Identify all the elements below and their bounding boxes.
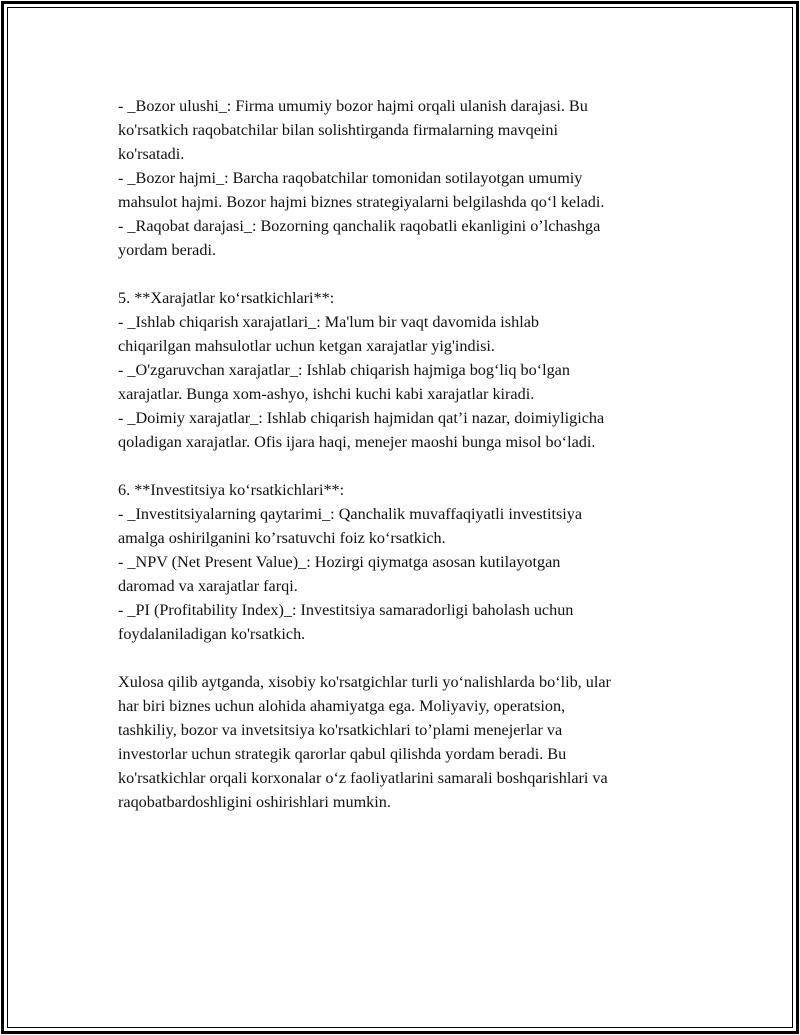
- paragraph-gap: [118, 454, 698, 478]
- text-line: chiqarilgan mahsulotlar uchun ketgan xarajatlar yig'indisi.: [118, 337, 495, 355]
- text-line: - _O'zgaruvchan xarajatlar_: Ishlab chiqarish hajmiga bog‘liq bo‘lgan: [118, 361, 570, 379]
- text-line: har biri biznes uchun alohida ahamiyatga ega. Moliyaviy, operatsion,: [118, 697, 566, 715]
- text-line: - _Bozor ulushi_: Firma umumiy bozor hajmi orqali ulanish darajasi. Bu: [118, 97, 588, 115]
- text-line: yordam beradi.: [118, 241, 216, 259]
- paragraph-gap: [118, 262, 698, 286]
- text-line: ko'rsatadi.: [118, 145, 185, 163]
- text-line: investorlar uchun strategik qarorlar qabul qilishda yordam beradi. Bu: [118, 745, 567, 763]
- section-cost-indicators: [118, 286, 698, 454]
- text-line: qoladigan xarajatlar. Ofis ijara haqi, menejer maoshi bunga misol bo‘ladi.: [118, 433, 596, 451]
- text-line: - _Bozor hajmi_: Barcha raqobatchilar tomonidan sotilayotgan umumiy: [118, 169, 583, 187]
- text-line: daromad va xarajatlar farqi.: [118, 577, 298, 595]
- text-line: xarajatlar. Bunga xom-ashyo, ishchi kuchi kabi xarajatlar kiradi.: [118, 385, 535, 403]
- text-line: - _PI (Profitability Index)_: Investitsiya samaradorligi baholash uchun: [118, 601, 574, 619]
- text-line: - _Doimiy xarajatlar_: Ishlab chiqarish hajmidan qat’i nazar, doimiyligicha: [118, 409, 605, 427]
- text-line: mahsulot hajmi. Bozor hajmi biznes strategiyalarni belgilashda qo‘l keladi.: [118, 193, 605, 211]
- section-investment-indicators: [118, 478, 698, 646]
- text-line: tashkiliy, bozor va invetsitsiya ko'rsatkichlari to’plami menejerlar va: [118, 721, 563, 739]
- paragraph-gap: [118, 646, 698, 670]
- section-heading: 6. **Investitsiya ko‘rsatkichlari**:: [118, 481, 345, 499]
- section-heading: 5. **Xarajatlar ko‘rsatkichlari**:: [118, 289, 335, 307]
- text-line: - _NPV (Net Present Value)_: Hozirgi qiymatga asosan kutilayotgan: [118, 553, 561, 571]
- text-line: foydalaniladigan ko'rsatkich.: [118, 625, 306, 643]
- section-market-indicators: [118, 94, 698, 262]
- text-line: raqobatbardoshligini oshirishlari mumkin.: [118, 793, 391, 811]
- text-line: amalga oshirilganini ko’rsatuvchi foiz ko‘rsatkich.: [118, 529, 446, 547]
- section-conclusion: [118, 670, 698, 814]
- text-line: Xulosa qilib aytganda, xisobiy ko'rsatgichlar turli yo‘nalishlarda bo‘lib, ular: [118, 673, 611, 691]
- text-line: ko'rsatkichlar orqali korxonalar o‘z faoliyatlarini samarali boshqarishlari va: [118, 769, 608, 787]
- text-line: - _Ishlab chiqarish xarajatlari_: Ma'lum bir vaqt davomida ishlab: [118, 313, 539, 331]
- document-body: [118, 94, 698, 814]
- text-line: - _Raqobat darajasi_: Bozorning qanchalik raqobatli ekanligini o’lchashga: [118, 217, 601, 235]
- text-line: ko'rsatkich raqobatchilar bilan solishtirganda firmalarning mavqeini: [118, 121, 559, 139]
- text-line: - _Investitsiyalarning qaytarimi_: Qanchalik muvaffaqiyatli investitsiya: [118, 505, 583, 523]
